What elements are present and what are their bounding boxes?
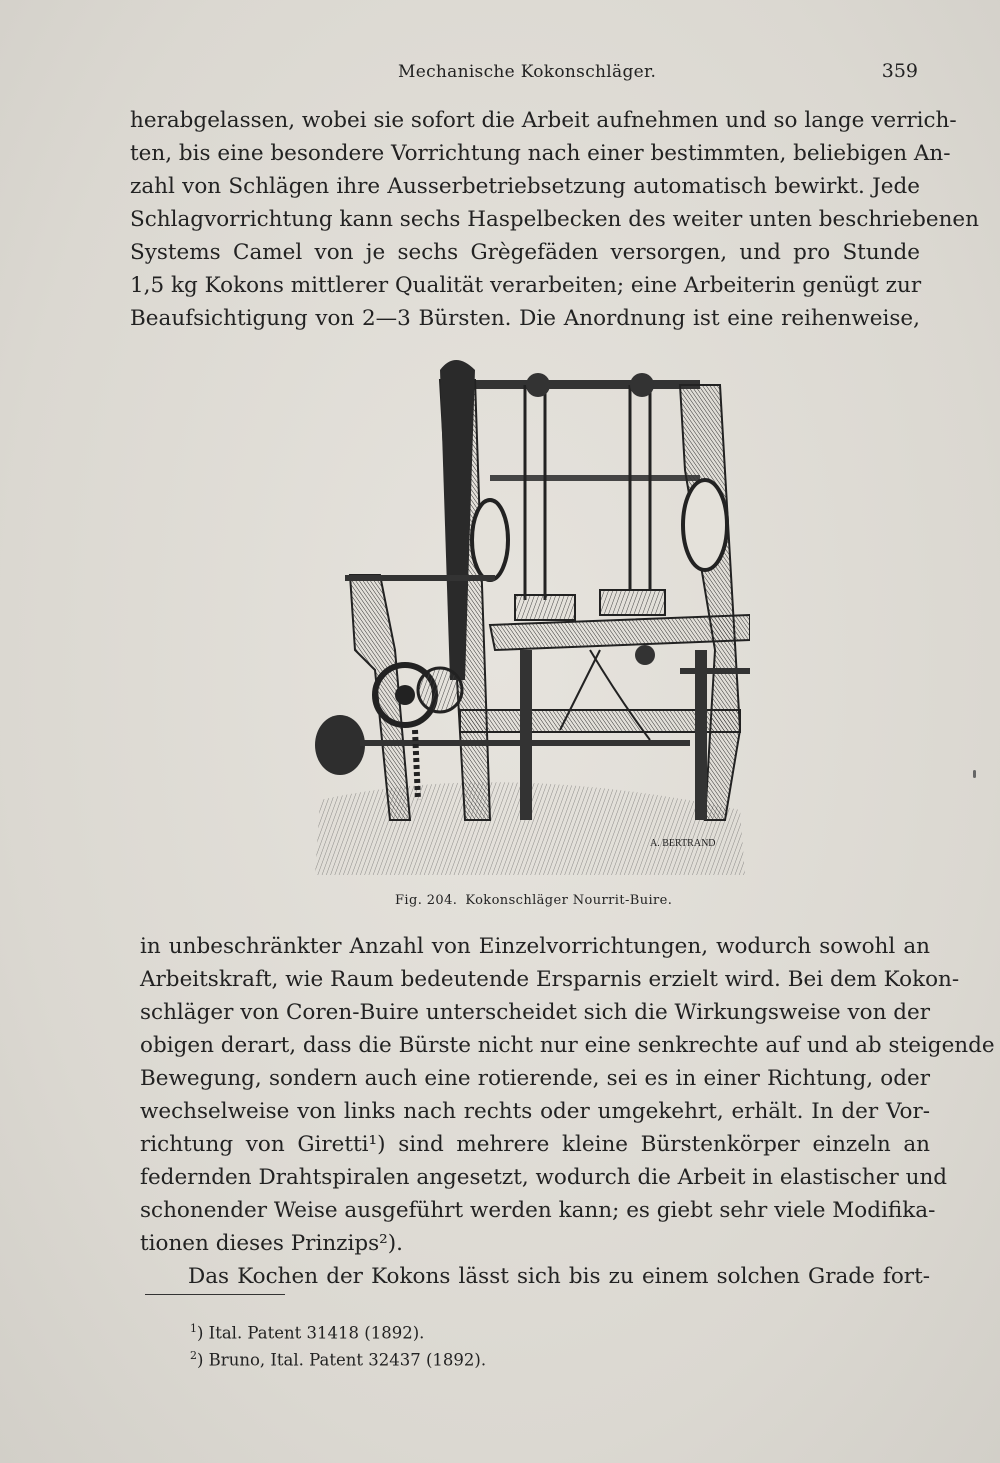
text-line: ten, bis eine besondere Vorrichtung nach einer bestimmten, beliebigen An- (130, 141, 951, 166)
footnotes (190, 1318, 486, 1371)
text-line: herabgelassen, wobei sie sofort die Arbeit aufnehmen und so lange verrich- (130, 108, 957, 133)
print-speck (973, 770, 976, 778)
text-line: richtung von Giretti¹) sind mehrere kleine Bürstenkörper einzeln an (140, 1132, 930, 1157)
footnote-mark: 1 (190, 1322, 197, 1335)
right-upright (680, 385, 740, 820)
text-line: tionen dieses Prinzips²). (140, 1231, 404, 1256)
top-pulley (630, 373, 654, 397)
text-line: Beaufsichtigung von 2—3 Bürsten. Die Anordnung ist eine reihenweise, (130, 306, 920, 331)
paragraph-top (130, 104, 979, 335)
engraver-signature: A. BERTRAND (650, 838, 716, 849)
text-line: Das Kochen der Kokons lässt sich bis zu einem solchen Grade fort- (188, 1264, 930, 1289)
flywheel (315, 715, 365, 775)
footnote-2 (190, 1345, 486, 1372)
figure-caption-text: Kokonschläger Nourrit-Buire. (465, 893, 673, 908)
figure-caption (395, 893, 672, 908)
text-line: zahl von Schlägen ihre Ausserbetriebsetzung automatisch bewirkt. Jede (130, 174, 920, 199)
text-line: schläger von Coren-Buire unterscheidet sich die Wirkungsweise von der (140, 1000, 931, 1025)
chain (415, 730, 418, 800)
text-line: wechselweise von links nach rechts oder umgekehrt, erhält. In der Vor- (140, 1099, 930, 1124)
footnote-mark: 2 (190, 1348, 197, 1362)
left-frame-ring (472, 500, 508, 580)
figure-number: Fig. 204. (395, 893, 458, 908)
footnote-1 (190, 1318, 486, 1345)
page-number: 359 (881, 60, 918, 82)
center-wheel (635, 645, 655, 665)
running-head (130, 60, 920, 90)
footnote-text: ) Bruno, Ital. Patent 32437 (1892). (197, 1350, 487, 1369)
text-line: federnden Drahtspiralen angesetzt, wodurch die Arbeit in elastischer und (140, 1165, 948, 1190)
left-crossbar (345, 575, 495, 581)
running-title: Mechanische Kokonschläger. (398, 62, 657, 82)
text-line: obigen derart, dass die Bürste nicht nur eine senkrechte auf und ab steigende (140, 1033, 995, 1058)
text-line: Systems Camel von je sechs Grègefäden versorgen, und pro Stunde (130, 240, 920, 265)
text-line: schonender Weise ausgeführt werden kann; es giebt sehr viele Modifika- (140, 1198, 936, 1223)
footnote-rule (145, 1294, 285, 1295)
top-pulley (526, 373, 550, 397)
text-line: in unbeschränkter Anzahl von Einzelvorrichtungen, wodurch sowohl an (140, 934, 930, 959)
paragraph-bottom (140, 930, 995, 1293)
side-shaft (680, 668, 750, 674)
upper-crossbar (490, 475, 700, 481)
gear (418, 668, 462, 712)
right-frame-ring (683, 480, 727, 570)
brush-box (600, 590, 665, 615)
back-crossbar (470, 380, 700, 389)
text-line: Schlagvorrichtung kann sechs Haspelbecken des weiter unten beschriebenen (130, 207, 979, 232)
text-line: Bewegung, sondern auch eine rotierende, sei es in einer Richtung, oder (140, 1066, 930, 1091)
text-line: 1,5 kg Kokons mittlerer Qualität verarbeiten; eine Arbeiterin genügt zur (130, 273, 922, 298)
text-line: Arbeitskraft, wie Raum bedeutende Ersparnis erzielt wird. Bei dem Kokon- (140, 967, 960, 992)
brush-box (515, 595, 575, 620)
machine-illustration (300, 350, 750, 880)
footnote-text: ) Ital. Patent 31418 (1892). (197, 1323, 425, 1343)
